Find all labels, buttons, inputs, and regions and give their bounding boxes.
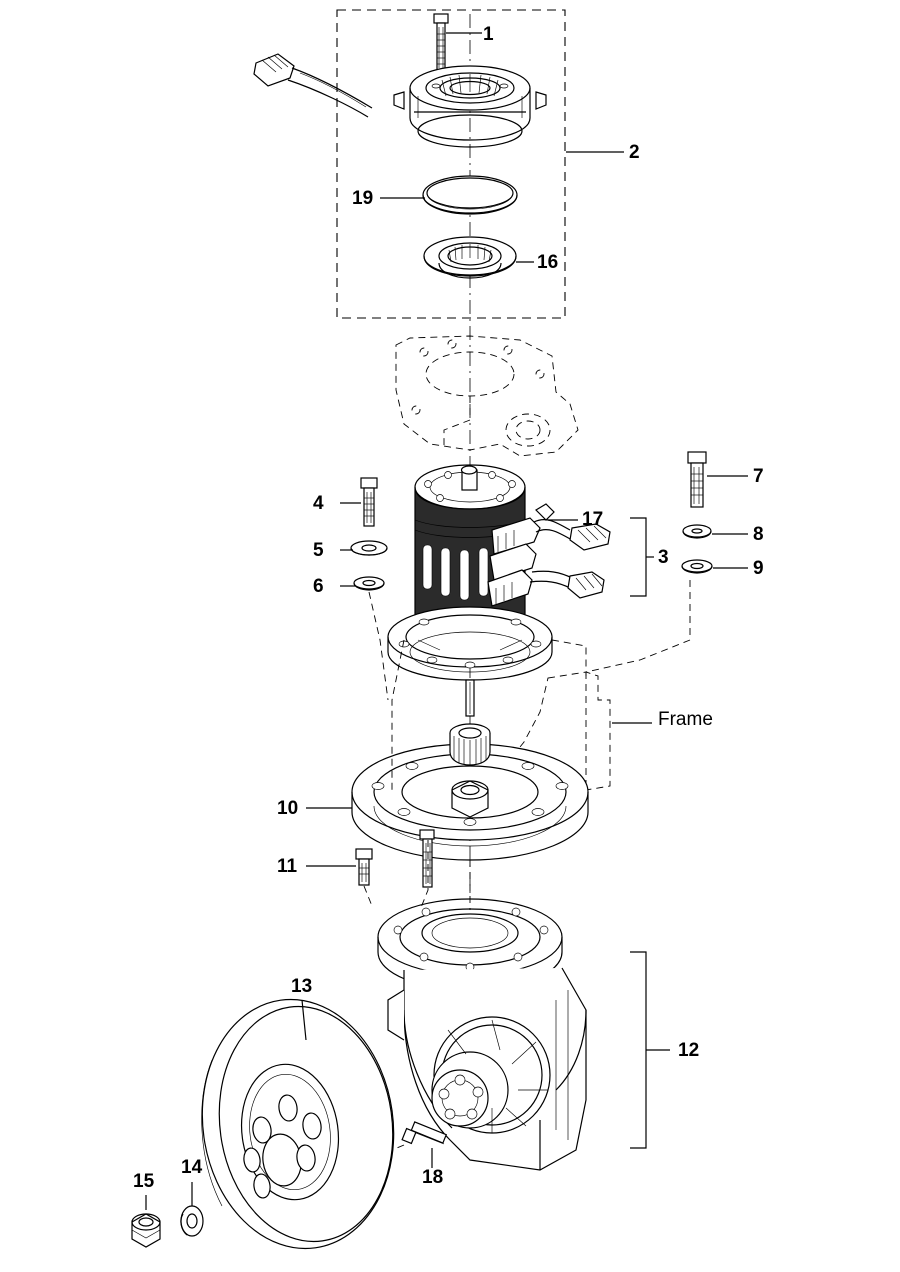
- phantom-housing: [396, 336, 578, 456]
- part-19-oring: [380, 176, 517, 214]
- callout-19: 19: [352, 188, 374, 209]
- part-6-washer: [340, 577, 384, 590]
- splined-shaft: [450, 724, 490, 765]
- callout-8: 8: [753, 524, 764, 545]
- callout-10: 10: [277, 798, 299, 819]
- callout-2: 2: [629, 142, 640, 163]
- callout-9: 9: [753, 558, 764, 579]
- part-15-nut: [132, 1195, 160, 1247]
- callout-6: 6: [313, 576, 324, 597]
- callout-7: 7: [753, 466, 764, 487]
- callout-11: 11: [277, 856, 298, 877]
- part-2-brake-unit: [254, 54, 624, 152]
- part-1-bolt: [434, 14, 482, 71]
- part-4-bolt: [340, 478, 377, 526]
- part-7-bolt: [688, 452, 748, 507]
- callout-1: 1: [483, 24, 494, 45]
- part-10-mount-ring: [306, 744, 588, 860]
- callout-16: 16: [537, 252, 559, 273]
- callout-13: 13: [291, 976, 313, 997]
- callout-14: 14: [181, 1157, 203, 1178]
- part-14-washer: [181, 1182, 203, 1236]
- part-8-washer: [683, 525, 748, 538]
- callout-4: 4: [313, 493, 324, 514]
- callout-17: 17: [582, 509, 604, 530]
- callout-3: 3: [658, 547, 669, 568]
- part-13-wheel: [187, 987, 410, 1261]
- callout-12: 12: [678, 1040, 700, 1061]
- callout-18: 18: [422, 1167, 444, 1188]
- callout-15: 15: [133, 1171, 155, 1192]
- part-16-coupling: [424, 237, 534, 278]
- part-5-washer: [340, 541, 387, 555]
- part-9-washer: [682, 560, 748, 573]
- callout-frame: Frame: [658, 709, 713, 730]
- callout-5: 5: [313, 540, 324, 561]
